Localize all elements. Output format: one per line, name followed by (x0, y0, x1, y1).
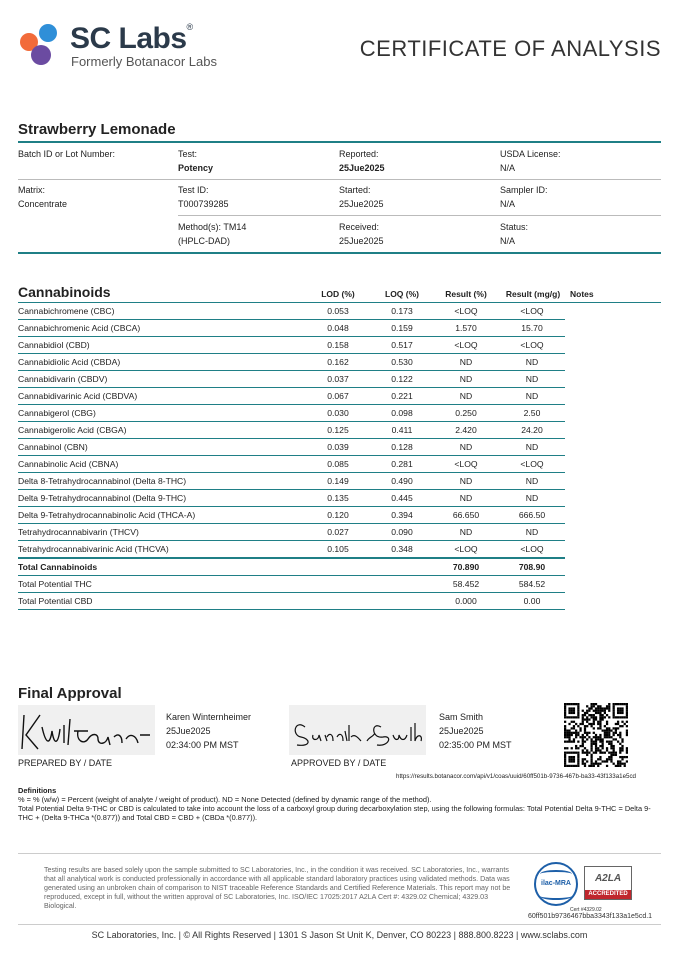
header-result-mg: Result (mg/g) (505, 289, 561, 299)
lod-value: 0.053 (327, 306, 349, 316)
table-row (18, 303, 565, 320)
received-value: 25Jue2025 (339, 236, 384, 246)
analyte-name: Cannabidiolic Acid (CBDA) (18, 357, 121, 367)
method-line2: (HPLC-DAD) (178, 236, 231, 246)
result-pct-value: ND (459, 374, 473, 384)
started-value: 25Jue2025 (339, 199, 384, 209)
brand-subtitle: Formerly Botanacor Labs (71, 54, 217, 69)
prepared-signature-icon (18, 705, 155, 755)
total-mg-value: 584.52 (518, 579, 546, 589)
result-mg-value: ND (525, 357, 539, 367)
lod-value: 0.030 (327, 408, 349, 418)
loq-value: 0.394 (391, 510, 413, 520)
usda-value: N/A (500, 163, 516, 173)
document-title: CERTIFICATE OF ANALYSIS (359, 36, 661, 61)
result-pct-value: <LOQ (454, 340, 478, 350)
final-approval-title: Final Approval (18, 685, 122, 702)
divider (18, 179, 661, 180)
lod-value: 0.105 (327, 544, 349, 554)
lod-value: 0.158 (327, 340, 349, 350)
total-name: Total Potential CBD (18, 596, 93, 606)
result-mg-value: ND (525, 442, 539, 452)
result-mg-value: ND (525, 476, 539, 486)
a2la-badge (584, 866, 632, 900)
result-pct-value: <LOQ (454, 306, 478, 316)
globe-arc-icon (540, 892, 572, 900)
result-mg-value: 15.70 (521, 323, 543, 333)
status-label: Status: (500, 222, 529, 232)
approved-label: APPROVED BY / DATE (291, 758, 387, 768)
total-name: Total Potential THC (18, 579, 92, 589)
table-row (18, 456, 565, 473)
result-pct-value: ND (459, 442, 473, 452)
divider (18, 853, 661, 854)
lod-value: 0.027 (327, 527, 349, 537)
test-label: Test: (178, 149, 198, 159)
globe-arc-icon (540, 870, 572, 878)
document-id: 60ff501b9736467bba3343f133a1e5cd.1 (528, 913, 653, 920)
result-mg-value: ND (525, 493, 539, 503)
cannabinoids-title: Cannabinoids (18, 284, 111, 300)
result-pct-value: <LOQ (454, 459, 478, 469)
cannabinoids-table (18, 303, 565, 610)
result-mg-value: <LOQ (520, 340, 544, 350)
loq-value: 0.159 (391, 323, 413, 333)
a2la-text: A2LA (594, 873, 622, 884)
result-pct-value: ND (459, 476, 473, 486)
analyte-name: Cannabidivarin (CBDV) (18, 374, 108, 384)
result-pct-value: <LOQ (454, 544, 478, 554)
table-row (18, 524, 565, 541)
total-mg-value: 708.90 (518, 562, 546, 572)
lod-value: 0.039 (327, 442, 349, 452)
header-result-pct: Result (%) (445, 289, 487, 299)
analyte-name: Cannabidiol (CBD) (18, 340, 90, 350)
analyte-name: Cannabinolic Acid (CBNA) (18, 459, 119, 469)
result-mg-value: <LOQ (520, 459, 544, 469)
matrix-value: Concentrate (18, 199, 68, 209)
table-row (18, 371, 565, 388)
sampler-value: N/A (500, 199, 516, 209)
qr-code-icon[interactable] (564, 703, 628, 767)
prepared-time: 02:34:00 PM MST (166, 740, 239, 750)
total-mg-value: 0.00 (523, 596, 541, 606)
lod-value: 0.149 (327, 476, 349, 486)
total-row (18, 558, 565, 576)
loq-value: 0.098 (391, 408, 413, 418)
table-row (18, 337, 565, 354)
batch-label: Batch ID or Lot Number: (18, 149, 116, 159)
result-mg-value: <LOQ (520, 544, 544, 554)
total-pct-value: 70.890 (452, 562, 480, 572)
lod-value: 0.162 (327, 357, 349, 367)
result-url[interactable]: https://results.botanacor.com/api/v1/coas/uuid/60ff501b-9736-467b-ba33-43f133a1e5cd (396, 773, 636, 780)
matrix-label: Matrix: (18, 185, 45, 195)
prepared-name: Karen Winternheimer (166, 712, 252, 722)
analyte-name: Tetrahydrocannabivarinic Acid (THCVA) (18, 544, 169, 554)
analyte-name: Tetrahydrocannabivarin (THCV) (18, 527, 139, 537)
product-name: Strawberry Lemonade (18, 121, 176, 138)
sc-labs-logo-icon (18, 22, 64, 66)
loq-value: 0.221 (391, 391, 413, 401)
lod-value: 0.067 (327, 391, 349, 401)
divider (18, 141, 661, 143)
table-row (18, 541, 565, 558)
testid-label: Test ID: (178, 185, 209, 195)
table-row (18, 422, 565, 439)
analyte-name: Delta 9-Tetrahydrocannabinol (Delta 9-THC) (18, 493, 187, 503)
loq-value: 0.122 (391, 374, 413, 384)
loq-value: 0.090 (391, 527, 413, 537)
reported-value: 25Jue2025 (339, 163, 385, 173)
sampler-label: Sampler ID: (500, 185, 548, 195)
lod-value: 0.135 (327, 493, 349, 503)
total-row (18, 576, 565, 593)
result-mg-value: ND (525, 374, 539, 384)
lod-value: 0.048 (327, 323, 349, 333)
prepared-label: PREPARED BY / DATE (18, 758, 113, 768)
total-pct-value: 58.452 (452, 579, 480, 589)
loq-value: 0.445 (391, 493, 413, 503)
loq-value: 0.517 (391, 340, 413, 350)
result-pct-value: 0.250 (455, 408, 477, 418)
analyte-name: Cannabichromene (CBC) (18, 306, 115, 316)
total-name: Total Cannabinoids (18, 562, 98, 572)
footer: SC Laboratories, Inc. | © All Rights Reserved | 1301 S Jason St Unit K, Denver, CO 80223 | 888.800.8223 | www.sclabs.com (91, 930, 588, 940)
lod-value: 0.125 (327, 425, 349, 435)
result-pct-value: 2.420 (455, 425, 477, 435)
reported-label: Reported: (339, 149, 379, 159)
analyte-name: Cannabidivarinic Acid (CBDVA) (18, 391, 138, 401)
result-mg-value: ND (525, 527, 539, 537)
approved-signature (289, 705, 426, 755)
usda-label: USDA License: (500, 149, 561, 159)
prepared-date: 25Jue2025 (166, 726, 211, 736)
definitions-line2: Total Potential Delta 9-THC or CBD is calculated to take into account the loss of a carboxyl group during decarboxylation step, using the following formulas: Total Potential Delta 9-THC = Delta 9-THC + (Delta 9-THCa *(0.877)) and Total CBD = CBD + (CBDa *(0.877)). (18, 804, 651, 822)
loq-value: 0.411 (391, 425, 413, 435)
result-pct-value: ND (459, 357, 473, 367)
divider (18, 252, 661, 254)
cert-number: Cert #4329.02 (570, 907, 602, 913)
analyte-name: Cannabichromenic Acid (CBCA) (18, 323, 141, 333)
brand-name: SC Labs® (70, 22, 193, 55)
divider (178, 215, 661, 216)
header-lod: LOD (%) (321, 289, 355, 299)
started-label: Started: (339, 185, 371, 195)
analyte-name: Cannabigerol (CBG) (18, 408, 96, 418)
result-mg-value: 2.50 (523, 408, 541, 418)
divider (18, 924, 661, 925)
table-row (18, 388, 565, 405)
status-value: N/A (500, 236, 516, 246)
loq-value: 0.490 (391, 476, 413, 486)
method-line1: Method(s): TM14 (178, 222, 247, 232)
result-pct-value: 1.570 (455, 323, 477, 333)
header-loq: LOQ (%) (385, 289, 419, 299)
approved-time: 02:35:00 PM MST (439, 740, 512, 750)
analyte-name: Cannabinol (CBN) (18, 442, 88, 452)
result-mg-value: <LOQ (520, 306, 544, 316)
accredited-text: ACCREDITED (585, 890, 631, 899)
result-pct-value: ND (459, 527, 473, 537)
total-pct-value: 0.000 (455, 596, 477, 606)
loq-value: 0.348 (391, 544, 413, 554)
approved-signature-icon (289, 705, 426, 755)
analyte-name: Delta 9-Tetrahydrocannabinolic Acid (THCA-A) (18, 510, 196, 520)
received-label: Received: (339, 222, 380, 232)
test-value: Potency (178, 163, 214, 173)
result-mg-value: ND (525, 391, 539, 401)
definitions-title: Definitions (18, 786, 57, 795)
table-row (18, 439, 565, 456)
loq-value: 0.173 (391, 306, 413, 316)
result-pct-value: ND (459, 391, 473, 401)
table-row (18, 473, 565, 490)
loq-value: 0.530 (391, 357, 413, 367)
table-row (18, 354, 565, 371)
result-pct-value: ND (459, 493, 473, 503)
disclaimer: Testing results are based solely upon the sample submitted to SC Laboratories, Inc., in the condition it was received. SC Laboratories, Inc., warrants that all analytical work is conducted professionally in accordance with all applicable standard laboratory practices using validated methods. Data was generated using an unbroken chain of comparison to NIST traceable Reference Standards and Certified Reference Materials. This report may not be reproduced, except in full, without the written approval of SC Laboratories, Inc. ISO/IEC 17025:2017 A2LA Cert #: 4329.02 Chemical; 4329.03 Biological. (44, 866, 511, 910)
approved-name: Sam Smith (439, 712, 484, 722)
total-row (18, 593, 565, 610)
table-row (18, 490, 565, 507)
definitions-line1: % = % (w/w) = Percent (weight of analyte / weight of product). ND = None Detected (defined by dynamic range of the method). (18, 795, 432, 804)
testid-value: T000739285 (178, 199, 229, 209)
result-mg-value: 24.20 (521, 425, 543, 435)
lod-value: 0.085 (327, 459, 349, 469)
table-row (18, 405, 565, 422)
table-row (18, 320, 565, 337)
header-notes: Notes (570, 289, 594, 299)
definitions (18, 786, 658, 822)
lod-value: 0.120 (327, 510, 349, 520)
loq-value: 0.281 (391, 459, 413, 469)
result-mg-value: 666.50 (518, 510, 546, 520)
ilac-mra-badge (534, 862, 578, 906)
ilac-text: ilac-MRA (541, 880, 571, 887)
loq-value: 0.128 (391, 442, 413, 452)
prepared-signature (18, 705, 155, 755)
analyte-name: Cannabigerolic Acid (CBGA) (18, 425, 127, 435)
table-row (18, 507, 565, 524)
analyte-name: Delta 8-Tetrahydrocannabinol (Delta 8-THC) (18, 476, 187, 486)
lod-value: 0.037 (327, 374, 349, 384)
approved-date: 25Jue2025 (439, 726, 484, 736)
result-pct-value: 66.650 (452, 510, 480, 520)
